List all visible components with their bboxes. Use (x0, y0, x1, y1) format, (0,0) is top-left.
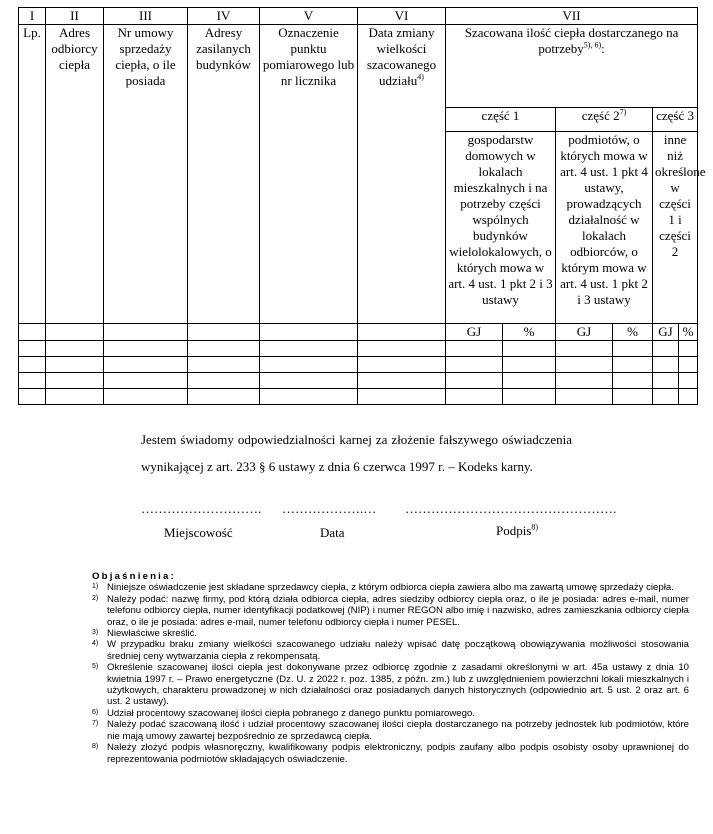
unit-gj-3: GJ (653, 324, 679, 341)
table-row[interactable] (19, 357, 698, 373)
signature-label: Podpis$^{8)}$ (496, 522, 539, 538)
cell-input[interactable] (104, 324, 188, 341)
footnote-number: 2) (92, 594, 99, 602)
explanation-notes (92, 582, 689, 765)
footnote-text: Należy podać: nazwę firmy, pod którą działa odbiorca ciepła, adres siedziby odbiorcy ciepła oraz, o ile je posiada: adres e-mail, numer telefonu odbiorcy ciepła, numer identyfikacji podatkowej (NIP) i numer REGON albo imię i nazwisko, adres zamieszkania odbiorcy ciepła oraz, o ile je posiada: adres e-mail, numer telefonu odbiorcy ciepła i numer PESEL. (107, 593, 689, 628)
unit-pct-2: % (613, 324, 653, 341)
footnote (92, 582, 689, 593)
header-contract-number: Nr umowy sprzedaży ciepła, o ile posiada (104, 25, 188, 324)
col-num-7: VII (446, 8, 698, 25)
signature-dots[interactable]: …………………………………………. (405, 501, 617, 516)
col-num-4: IV (188, 8, 260, 25)
col-num-3: III (104, 8, 188, 25)
part-1-header: część 1 (446, 108, 556, 132)
footnote-number: 8) (92, 743, 99, 751)
footnote-number: 4) (92, 640, 99, 648)
col-num-2: II (46, 8, 104, 25)
part-2-header: część 2$^{7)}$ (556, 108, 653, 132)
footnote (92, 719, 689, 742)
footnote-number: 7) (92, 720, 99, 728)
footnote-text: W przypadku braku zmiany wielkości szacowanego udziału należy wpisać datę początkową obowiązywania możliwości stosowania średniej ceny wytwarzania ciepła z rekompensatą. (107, 639, 689, 662)
header-address: Adres odbiorcy ciepła (46, 25, 104, 324)
unit-pct-1: % (503, 324, 556, 341)
part-2-description: podmiotów, o których mowa w art. 4 ust. 1 pkt 4 ustawy, prowadzących działalność w lokalach odbiorców, o którym mowa w art. 4 ust. 1 pkt 2 i 3 ustawy (556, 132, 653, 324)
footnote-number: 5) (92, 663, 99, 671)
cell-input[interactable] (46, 324, 104, 341)
unit-row (19, 324, 698, 341)
footnote (92, 639, 689, 662)
part-3-header: część 3 (653, 108, 698, 132)
header-change-date: Data zmiany wielkości szacowanego udziału$^{4)}$ (358, 25, 446, 324)
declaration-table (18, 7, 706, 405)
header-estimated-heat: Szacowana ilość ciepła dostarczanego na potrzeby$^{5), 6)}$: (446, 25, 698, 108)
footnote-text: Należy złożyć podpis własnoręczny, kwalifikowany podpis elektroniczny, podpis zaufany albo podpis osobisty osoby uprawnionej do reprezentowania podmiotów składających oświadczenie. (107, 742, 689, 765)
unit-gj-1: GJ (446, 324, 503, 341)
footnote-text: Określenie szacowanej ilości ciepła jest dokonywane przez odbiorcę zgodnie z zasadami określonymi w art. 45a ustawy z dnia 10 kwietnia 1997 r. – Prawo energetyczne (Dz. U. z 2022 r. poz. 1385, z późn. zm.) lub z uwzględnieniem powierzchni lokali mieszkalnych i użytkowych, charakteru prowadzonej w nich działalności oraz posiadanych danych historycznych (odpowiednio art. 5 ust. 2 oraz art. 6 ust. 2 ustawy). (107, 662, 689, 708)
footnote (92, 708, 689, 719)
cell-input[interactable] (19, 324, 46, 341)
footnote-number: 1) (92, 583, 99, 591)
table-row[interactable] (19, 389, 698, 405)
part-3-description: inne niż określone w części 1 i części 2 (653, 132, 698, 324)
place-label: Miejscowość (164, 525, 233, 540)
footnote-number: 3) (92, 629, 99, 637)
footnote (92, 662, 689, 708)
unit-pct-3: % (679, 324, 698, 341)
place-dots[interactable]: ………………………. (141, 501, 262, 516)
cell-input[interactable] (260, 324, 358, 341)
footnote (92, 742, 689, 765)
table-row[interactable] (19, 341, 698, 357)
footnote-text: Niewłaściwe skreślić. (107, 628, 198, 640)
roman-numeral-row (19, 8, 698, 25)
col-num-1: I (19, 8, 46, 25)
header-buildings: Adresy zasilanych budynków (188, 25, 260, 324)
part-1-description: gospodarstw domowych w lokalach mieszkalnych i na potrzeby części wspólnych budynków wielolokalowych, o których mowa w art. 4 ust. 1 pkt 2 i 3 ustawy (446, 132, 556, 324)
cell-input[interactable] (358, 324, 446, 341)
footnote (92, 594, 689, 628)
footnote-text: Niniejsze oświadczenie jest składane sprzedawcy ciepła, z którym odbiorca ciepła zawiera albo ma zawartą umowę sprzedaży ciepła. (107, 582, 674, 594)
table-row[interactable] (19, 373, 698, 389)
footnote-text: Udział procentowy szacowanej ilości ciepła pobranego z danego punktu pomiarowego. (107, 707, 475, 719)
date-dots[interactable]: ……………….… (282, 501, 377, 516)
cell-input[interactable] (188, 324, 260, 341)
footnote (92, 628, 689, 639)
col-num-5: V (260, 8, 358, 25)
header-lp: Lp. (19, 25, 46, 324)
date-label: Data (320, 525, 345, 540)
explanations-title: Objaśnienia: (92, 571, 176, 582)
liability-statement: Jestem świadomy odpowiedzialności karnej za złożenie fałszywego oświadczenia wynikającej z art. 233 § 6 ustawy z dnia 6 czerwca 1997 r. – Kodeks karny. (141, 432, 572, 474)
unit-gj-2: GJ (556, 324, 613, 341)
col-num-6: VI (358, 8, 446, 25)
explanations (92, 571, 689, 765)
footnote-text: Należy podać szacowaną ilość i udział procentowy szacowanej ilości ciepła dostarczanego na potrzeby jednostek lub podmiotów, które nie mają umowy zawartej bezpośrednio ze sprzedawcą ciepła. (107, 719, 689, 742)
header-metering-point: Oznaczenie punktu pomiarowego lub nr licznika (260, 25, 358, 324)
footnote-number: 6) (92, 708, 99, 716)
